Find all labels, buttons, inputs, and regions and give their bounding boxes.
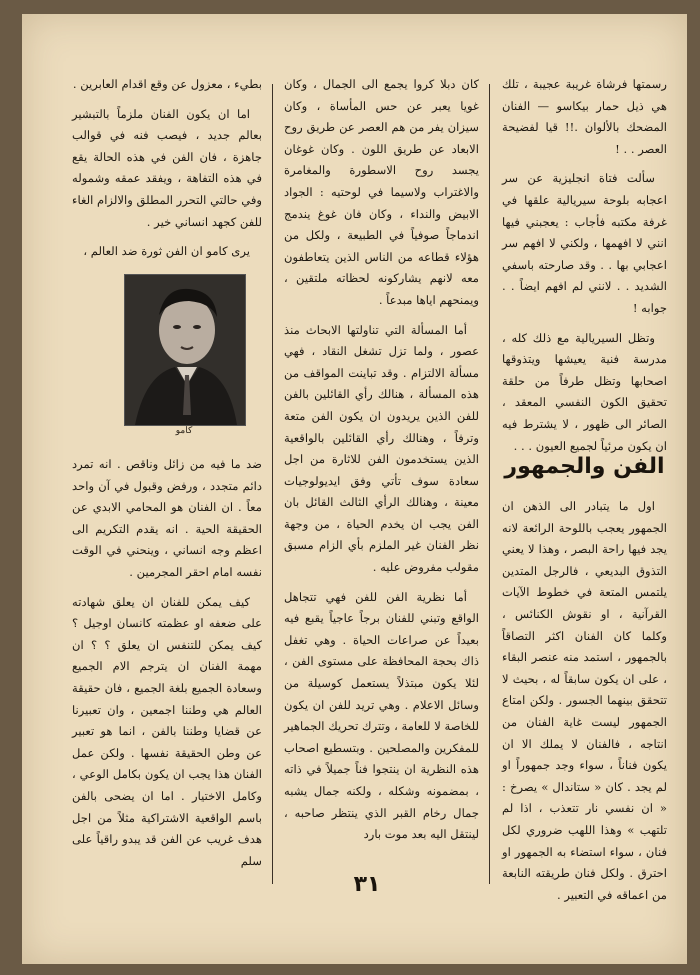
column-left (72, 74, 262, 271)
column-left-lower (72, 454, 262, 880)
paragraph: كان دبلا كروا يجمع الى الجمال ، وكان غويا يعبر عن حس المأساة ، وكان سيزان يفر من هم العصر عن طريق روح الابعاد عن طريق اللون . وكان غوغان يجسد روح الاسطورة والمغامرة والاغتراب ولاسيما في لوحتيه : الجواد الابيض والنداء ، وكان فان غوغ يندمج اندماجاً صوفياً في الطبيعة ، ولكل من هؤلاء قطاعه من الناس الذين يتعاطفون معه لانهم يشاركونه لحظاته ملتقين ، ويمنحهم اياها مبدعاً . (284, 77, 479, 307)
paragraph: اول ما يتبادر الى الذهن ان الجمهور يعجب باللوحة الرائعة لانه يجد فيها راحة البصر ، وهذا لا يعني التذوق البديعي ، فالرجل المتدين يلتمس المتعة في خطوط الآيات القرآنية ، او نقوش الكنائس ، وكلما كان الفنان اكثر التصاقاً بالجمهور ، استمد منه عنصر البقاء ، على ان يكون سابقاً له ، بحيث لا تتحقق بينهما الجسور . ولكن امتاع الجمهور ليست غاية الفنان من انتاجه ، فالفنان لا يملك الا ان يكون فناناً ، سواء وجد جمهوراً او لم يجد . كان « ستاندال » يصرخ : « ان نفسي نار تتعذب ، اذا لم تلتهب » وهذا اللهب ضروري لكل فنان ، سواء استضاء به الجمهور او احترق . ولكل فنان طريقته النابعة من اعماقه في التعبير . (502, 499, 667, 902)
paragraph: كيف يمكن للفنان ان يعلق شهادته على ضعفه او عظمته كانسان اوجيل ؟ كيف يمكن للتنفس ان يعلق ؟ ؟ ان مهمة الفنان ان يترجم الام الجميع وسعادة الجميع بلغة الجميع ، فان حقيقة العالم هي وطننا اجمعين ، وان تعبيرنا عن قضايا وطننا بالفن ، انما هو تعبير عن وطن الحقيقة نفسها . ولكن عمل الفنان هذا يجب ان يكون بكامل الوعي ، وكامل الاختيار . اما ان يضحى بالفن باسم الواقعية الاشتراكية مثلاً من اجل هدف غريب عن الفن قد يبدو راقياً على سلم (72, 594, 262, 868)
photo-caption: كامو (175, 426, 193, 436)
paragraph: أما نظرية الفن للفن فهي تتجاهل الواقع وتبني للفنان برجاً عاجياً يقبع فيه بعيداً عن صراعات الحياة . وهي تغفل ذاك بحجة المحافظة على مستوى الفن ، لئلا يكون مبتذلاً يستعمل كوسيلة من وسائل الاعلام . وهي تريد للفن ان يكون للخاصة لا للعامة ، وتترك تحريك الجماهير للمفكرين والمصلحين . وبتسطيع اصحاب هذه النظرية ان ينتجوا فناً جميلاً في ذاته ، بمضمونه وشكله ، ولكنه جمال يشبه جمال رخام القبر الذي ينتظر صاحبه ، لينتقل اليه بعد موت بارد (284, 589, 479, 842)
column-divider (272, 84, 273, 884)
paragraph: بطيء ، معزول عن وقع اقدام العابرين . (72, 77, 262, 91)
paragraph: وتظل السيريالية مع ذلك كله ، مدرسة فنية يعيشها ويتذوقها اصحابها وتظل طرفاً من حلقة تحقيق الكون النفسي المعقد ، الصائر الى ظهور ، لا يشترط فيه ان يكون مرئياً لجميع العيون . . . (502, 330, 667, 453)
column-right (502, 74, 667, 465)
column-divider (489, 84, 490, 884)
portrait-image (125, 275, 245, 425)
camus-photo (124, 274, 246, 426)
paragraph: رسمتها فرشاة غريبة عجيبة ، تلك هي ذيل حمار بيكاسو — الفنان المضحك بالألوان .!! قيا لفضيحة العصر . . ! (502, 77, 667, 156)
paragraph: اما ان يكون الفنان ملزماً بالتبشير بعالم جديد ، فيصب فنه في قوالب جاهزة ، فان الفن في هذه الحالة يقع في هذه التفاهة ، ويفقد عمقه وشموله وفي حالتي التحرر المطلق والالزام الغاء للفن كجهد انساني خير . (72, 106, 262, 229)
paragraph: يرى كامو ان الفن ثورة ضد العالم ، (83, 244, 250, 259)
paragraph: أما المسألة التي تناولتها الابحاث منذ عصور ، ولما تزل تشغل النقاد ، فهي مسألة الالتزام . وقد تباينت المواقف من هذه المسألة ، هنالك رأي القائلين بالفن للفن الذين يريدون ان يكون الفن متعة وترفاً ، وهنالك رأي القائلين بالواقعية الذين يستخدمون الفن للاثارة من اجل سعادة سوف تأتي وفق ايديولوجيات معينة ، وهنالك الرأي الثالث القائل بان الفن يجب ان يخدم الحياة ، من وجهة نظر الفنان غير الملزم بأي الزام مسبق مقولب مفروض عليه . (284, 322, 479, 575)
paragraph: سألت فتاة انجليزية عن سر اعجابه بلوحة سيريالية علقها في غرفة مكتبه فأجاب : يعجبني فيها انني لا افهمها ، ولكني لا افهم سر اعجابي بها . . وقد صارحته باسفي الشديد . . لانني لم افهم ايضاً . . جوابه ! (502, 171, 667, 315)
paragraph: ضد ما فيه من زائل وناقص . انه تمرد دائم متجدد ، ورفض وقبول في آن واحد معاً . ان الفنان هو المحامي الابدي عن الحقيقة الحية . انه يقدم التكريم الى اعظم وجه انساني ، وينحني في الوقت نفسه امام احقر المجرمين . (72, 457, 262, 579)
column-middle (284, 74, 479, 854)
page-number: ٣١ (353, 872, 381, 897)
magazine-page (22, 14, 687, 964)
section-heading: الفن والجمهور (504, 454, 665, 479)
column-right-lower (502, 496, 667, 914)
